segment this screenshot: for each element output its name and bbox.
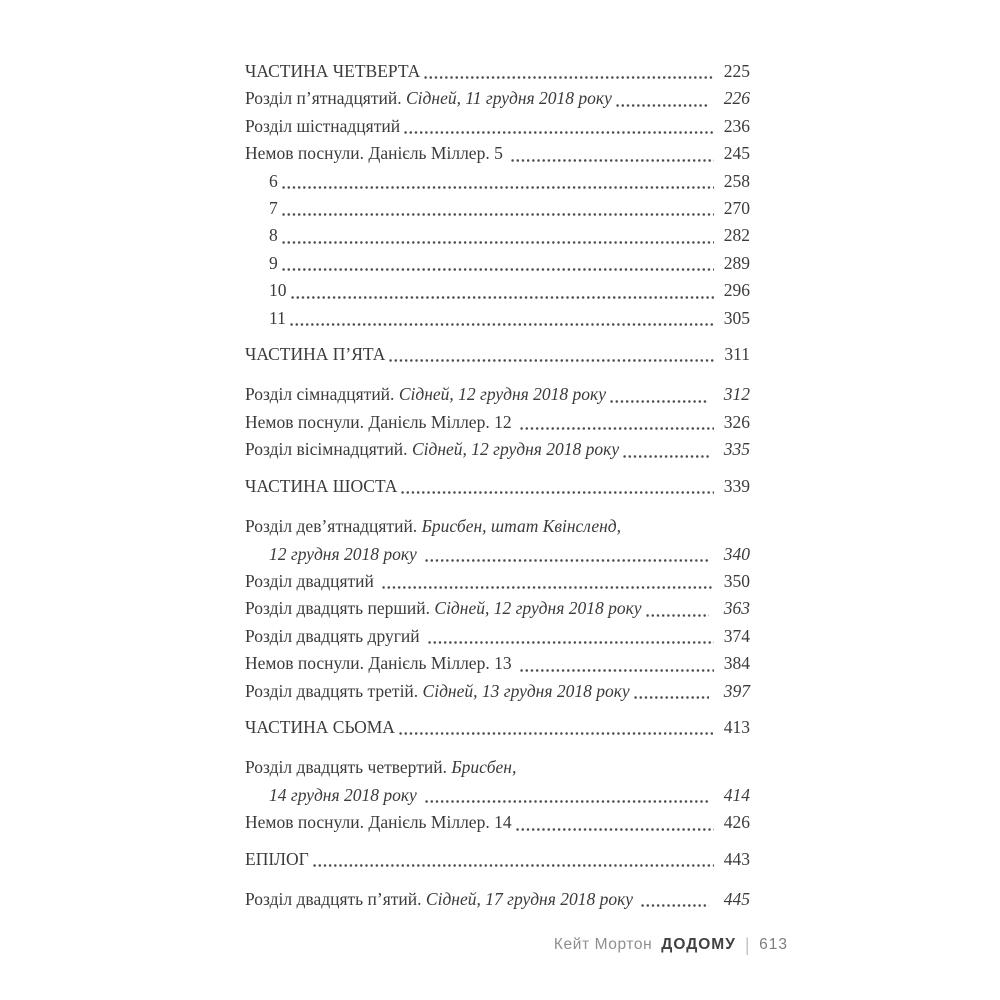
- toc-entry: [245, 513, 750, 540]
- leader-dots: [381, 586, 714, 589]
- toc-heading: [245, 473, 750, 500]
- leader-dots: [640, 904, 709, 907]
- footer-author: Кейт Мортон: [553, 936, 653, 953]
- page-number: 312: [723, 384, 750, 405]
- leader-dots: [633, 696, 709, 699]
- toc-entry-text: [245, 436, 619, 463]
- toc-entry-text: [245, 113, 400, 140]
- toc-entry-title: Розділ вісімнадцятий.: [245, 439, 412, 460]
- toc-entry: [245, 195, 750, 222]
- page-number: 296: [723, 280, 750, 301]
- page-number: 289: [723, 252, 750, 273]
- toc-entry-text: [245, 409, 516, 436]
- toc-entry-text: [245, 754, 516, 781]
- page-number: 426: [723, 812, 750, 833]
- toc-entry-text: [245, 568, 378, 595]
- toc-entry: [245, 809, 750, 836]
- toc-entry-subtitle: Сідней, 17 грудня 2018 року: [425, 888, 638, 909]
- toc-section: [245, 341, 750, 464]
- toc-entry-title: 9: [269, 252, 278, 273]
- leader-dots: [622, 455, 709, 458]
- leader-dots: [515, 828, 714, 831]
- toc-heading-label: ЧАСТИНА П’ЯТА: [245, 344, 386, 365]
- toc-entry: [245, 436, 750, 463]
- page-number: 225: [723, 61, 750, 81]
- leader-dots: [423, 76, 714, 79]
- toc-entry-subtitle: Брисбен, штат Квінсленд,: [421, 516, 622, 537]
- leader-dots: [400, 491, 714, 494]
- toc-entry-subtitle: 14 грудня 2018 року: [269, 784, 422, 805]
- toc-entry: [245, 168, 750, 195]
- toc-entry-title: 11: [269, 307, 286, 328]
- page-number: 339: [723, 475, 750, 496]
- toc-entry-text: [269, 782, 421, 809]
- toc-entry: [245, 782, 750, 809]
- toc-entry-text: [269, 168, 278, 195]
- page-number: 326: [723, 411, 750, 432]
- toc-entry: [245, 886, 750, 913]
- leader-dots: [424, 559, 709, 562]
- toc-entry-title: Розділ двадцять перший.: [245, 598, 435, 619]
- toc-entry-subtitle: Сідней, 13 грудня 2018 року: [422, 680, 630, 701]
- toc-entry-title: Розділ п’ятнадцятий.: [245, 88, 406, 109]
- toc-entry-text: [269, 222, 278, 249]
- toc-entry: [245, 595, 750, 622]
- page-footer: [554, 933, 788, 957]
- page-number: 305: [723, 307, 750, 328]
- footer-separator: |: [744, 935, 751, 955]
- toc-entry: [245, 250, 750, 277]
- leader-dots: [519, 669, 714, 672]
- toc-entry-text: [269, 250, 278, 277]
- toc-entry-title: Розділ сімнадцятий.: [245, 384, 399, 405]
- toc-entry: [245, 85, 750, 112]
- toc-heading: [245, 846, 750, 873]
- toc-entry: [245, 754, 750, 781]
- toc-entry: [245, 541, 750, 568]
- toc-entry-text: [245, 714, 395, 741]
- toc-entry-subtitle: Сідней, 11 грудня 2018 року: [406, 88, 612, 109]
- page-number: 414: [723, 784, 750, 805]
- toc-entry-subtitle: Сідней, 12 грудня 2018 року: [398, 384, 606, 405]
- toc-entry-title: Розділ шістнадцятий: [245, 115, 401, 136]
- toc-entry-text: [245, 678, 630, 705]
- toc-entry-title: Розділ двадцять другий: [245, 625, 424, 646]
- leader-dots: [312, 864, 714, 867]
- toc-entry-title: Немов поснули. Данієль Міллер. 13: [245, 653, 516, 674]
- toc-entry: [245, 623, 750, 650]
- page-number: 350: [723, 570, 750, 591]
- page-number: 226: [723, 88, 750, 109]
- toc-entry-title: Розділ двадцятий: [245, 570, 379, 591]
- toc-entry-title: Розділ двадцять третій.: [245, 680, 423, 701]
- toc-entry: [245, 113, 750, 140]
- toc-entry-text: [245, 513, 621, 540]
- toc-entry: [245, 277, 750, 304]
- leader-dots: [290, 296, 715, 299]
- leader-dots: [398, 732, 714, 735]
- toc-entry-text: [245, 595, 642, 622]
- toc-heading: [245, 341, 750, 368]
- toc-entry: [245, 381, 750, 408]
- page-number: 258: [723, 170, 750, 191]
- toc-section: [245, 714, 750, 837]
- toc-entry-text: [245, 341, 385, 368]
- page-number: 311: [724, 344, 750, 365]
- toc-entry-text: [245, 886, 637, 913]
- page-number: 245: [723, 143, 750, 164]
- footer-book-title: ДОДОМУ: [661, 936, 736, 953]
- page-number: 270: [723, 198, 750, 219]
- page-number: 384: [723, 653, 750, 674]
- toc-entry-text: [245, 623, 424, 650]
- page-number: 340: [723, 543, 750, 564]
- leader-dots: [424, 800, 709, 803]
- toc-entry-title: Немов поснули. Данієль Міллер. 12: [245, 411, 516, 432]
- toc-heading-label: ЧАСТИНА ШОСТА: [245, 475, 398, 496]
- leader-dots: [403, 131, 714, 134]
- toc-entry: [245, 222, 750, 249]
- toc-entry: [245, 650, 750, 677]
- page-number: 445: [723, 888, 750, 909]
- leader-dots: [609, 400, 709, 403]
- toc-entry-text: [269, 195, 278, 222]
- toc-entry-title: Немов поснули. Данієль Міллер. 5: [245, 143, 508, 164]
- toc-entry-subtitle: Сідней, 12 грудня 2018 року: [434, 598, 642, 619]
- leader-dots: [281, 213, 714, 216]
- toc-entry-text: [269, 541, 421, 568]
- leader-dots: [388, 359, 714, 362]
- toc-entry: [245, 140, 750, 167]
- leader-dots: [427, 641, 714, 644]
- toc-entry-title: 6: [269, 170, 278, 191]
- toc-section: [245, 846, 750, 914]
- toc-entry-text: [245, 140, 507, 167]
- toc-heading-label: ЧАСТИНА СЬОМА: [245, 716, 395, 737]
- leader-dots: [281, 268, 714, 271]
- toc-section: [245, 58, 750, 332]
- toc-entry-title: Розділ двадцять четвертий.: [245, 757, 452, 778]
- page-number: 335: [723, 439, 750, 460]
- toc-heading: [245, 714, 750, 741]
- page-number: 363: [723, 598, 750, 619]
- leader-dots: [289, 323, 714, 326]
- toc-entry-text: [269, 277, 287, 304]
- page-number: 236: [723, 115, 750, 136]
- page-number: 413: [723, 716, 750, 737]
- page-number: 282: [723, 225, 750, 246]
- toc-entry-title: 8: [269, 225, 278, 246]
- footer-page-number: 613: [759, 936, 788, 953]
- toc-entry: [245, 568, 750, 595]
- toc-entry-title: 7: [269, 198, 278, 219]
- page-number: 443: [723, 848, 750, 869]
- toc-entry: [245, 678, 750, 705]
- toc-entry-text: [245, 58, 420, 85]
- toc-entry-text: [245, 473, 397, 500]
- toc-heading-label: ЧАСТИНА ЧЕТВЕРТА: [245, 61, 421, 81]
- leader-dots: [519, 427, 714, 430]
- toc-entry-title: Розділ двадцять п’ятий.: [245, 888, 426, 909]
- leader-dots: [281, 186, 714, 189]
- leader-dots: [645, 614, 709, 617]
- toc-entry: [245, 305, 750, 332]
- toc-entry-title: Немов поснули. Данієль Міллер. 14: [245, 812, 512, 833]
- toc-entry-title: Розділ дев’ятнадцятий.: [245, 516, 422, 537]
- toc-heading-label: ЕПІЛОГ: [245, 848, 309, 869]
- toc-entry-text: [245, 846, 309, 873]
- page-number: 397: [723, 680, 750, 701]
- toc-heading: [245, 58, 750, 85]
- toc-entry-text: [245, 85, 612, 112]
- toc-entry-subtitle: 12 грудня 2018 року: [269, 543, 422, 564]
- toc-entry: [245, 409, 750, 436]
- table-of-contents: [245, 58, 750, 913]
- leader-dots: [510, 159, 714, 162]
- leader-dots: [281, 241, 714, 244]
- toc-entry-text: [245, 809, 512, 836]
- toc-entry-text: [245, 650, 516, 677]
- page-number: 374: [723, 625, 750, 646]
- toc-entry-subtitle: Сідней, 12 грудня 2018 року: [411, 439, 620, 460]
- toc-entry-title: 10: [269, 280, 287, 301]
- toc-entry-subtitle: Брисбен,: [451, 757, 517, 778]
- toc-entry-text: [269, 305, 286, 332]
- leader-dots: [615, 104, 709, 107]
- toc-section: [245, 473, 750, 705]
- toc-entry-text: [245, 381, 606, 408]
